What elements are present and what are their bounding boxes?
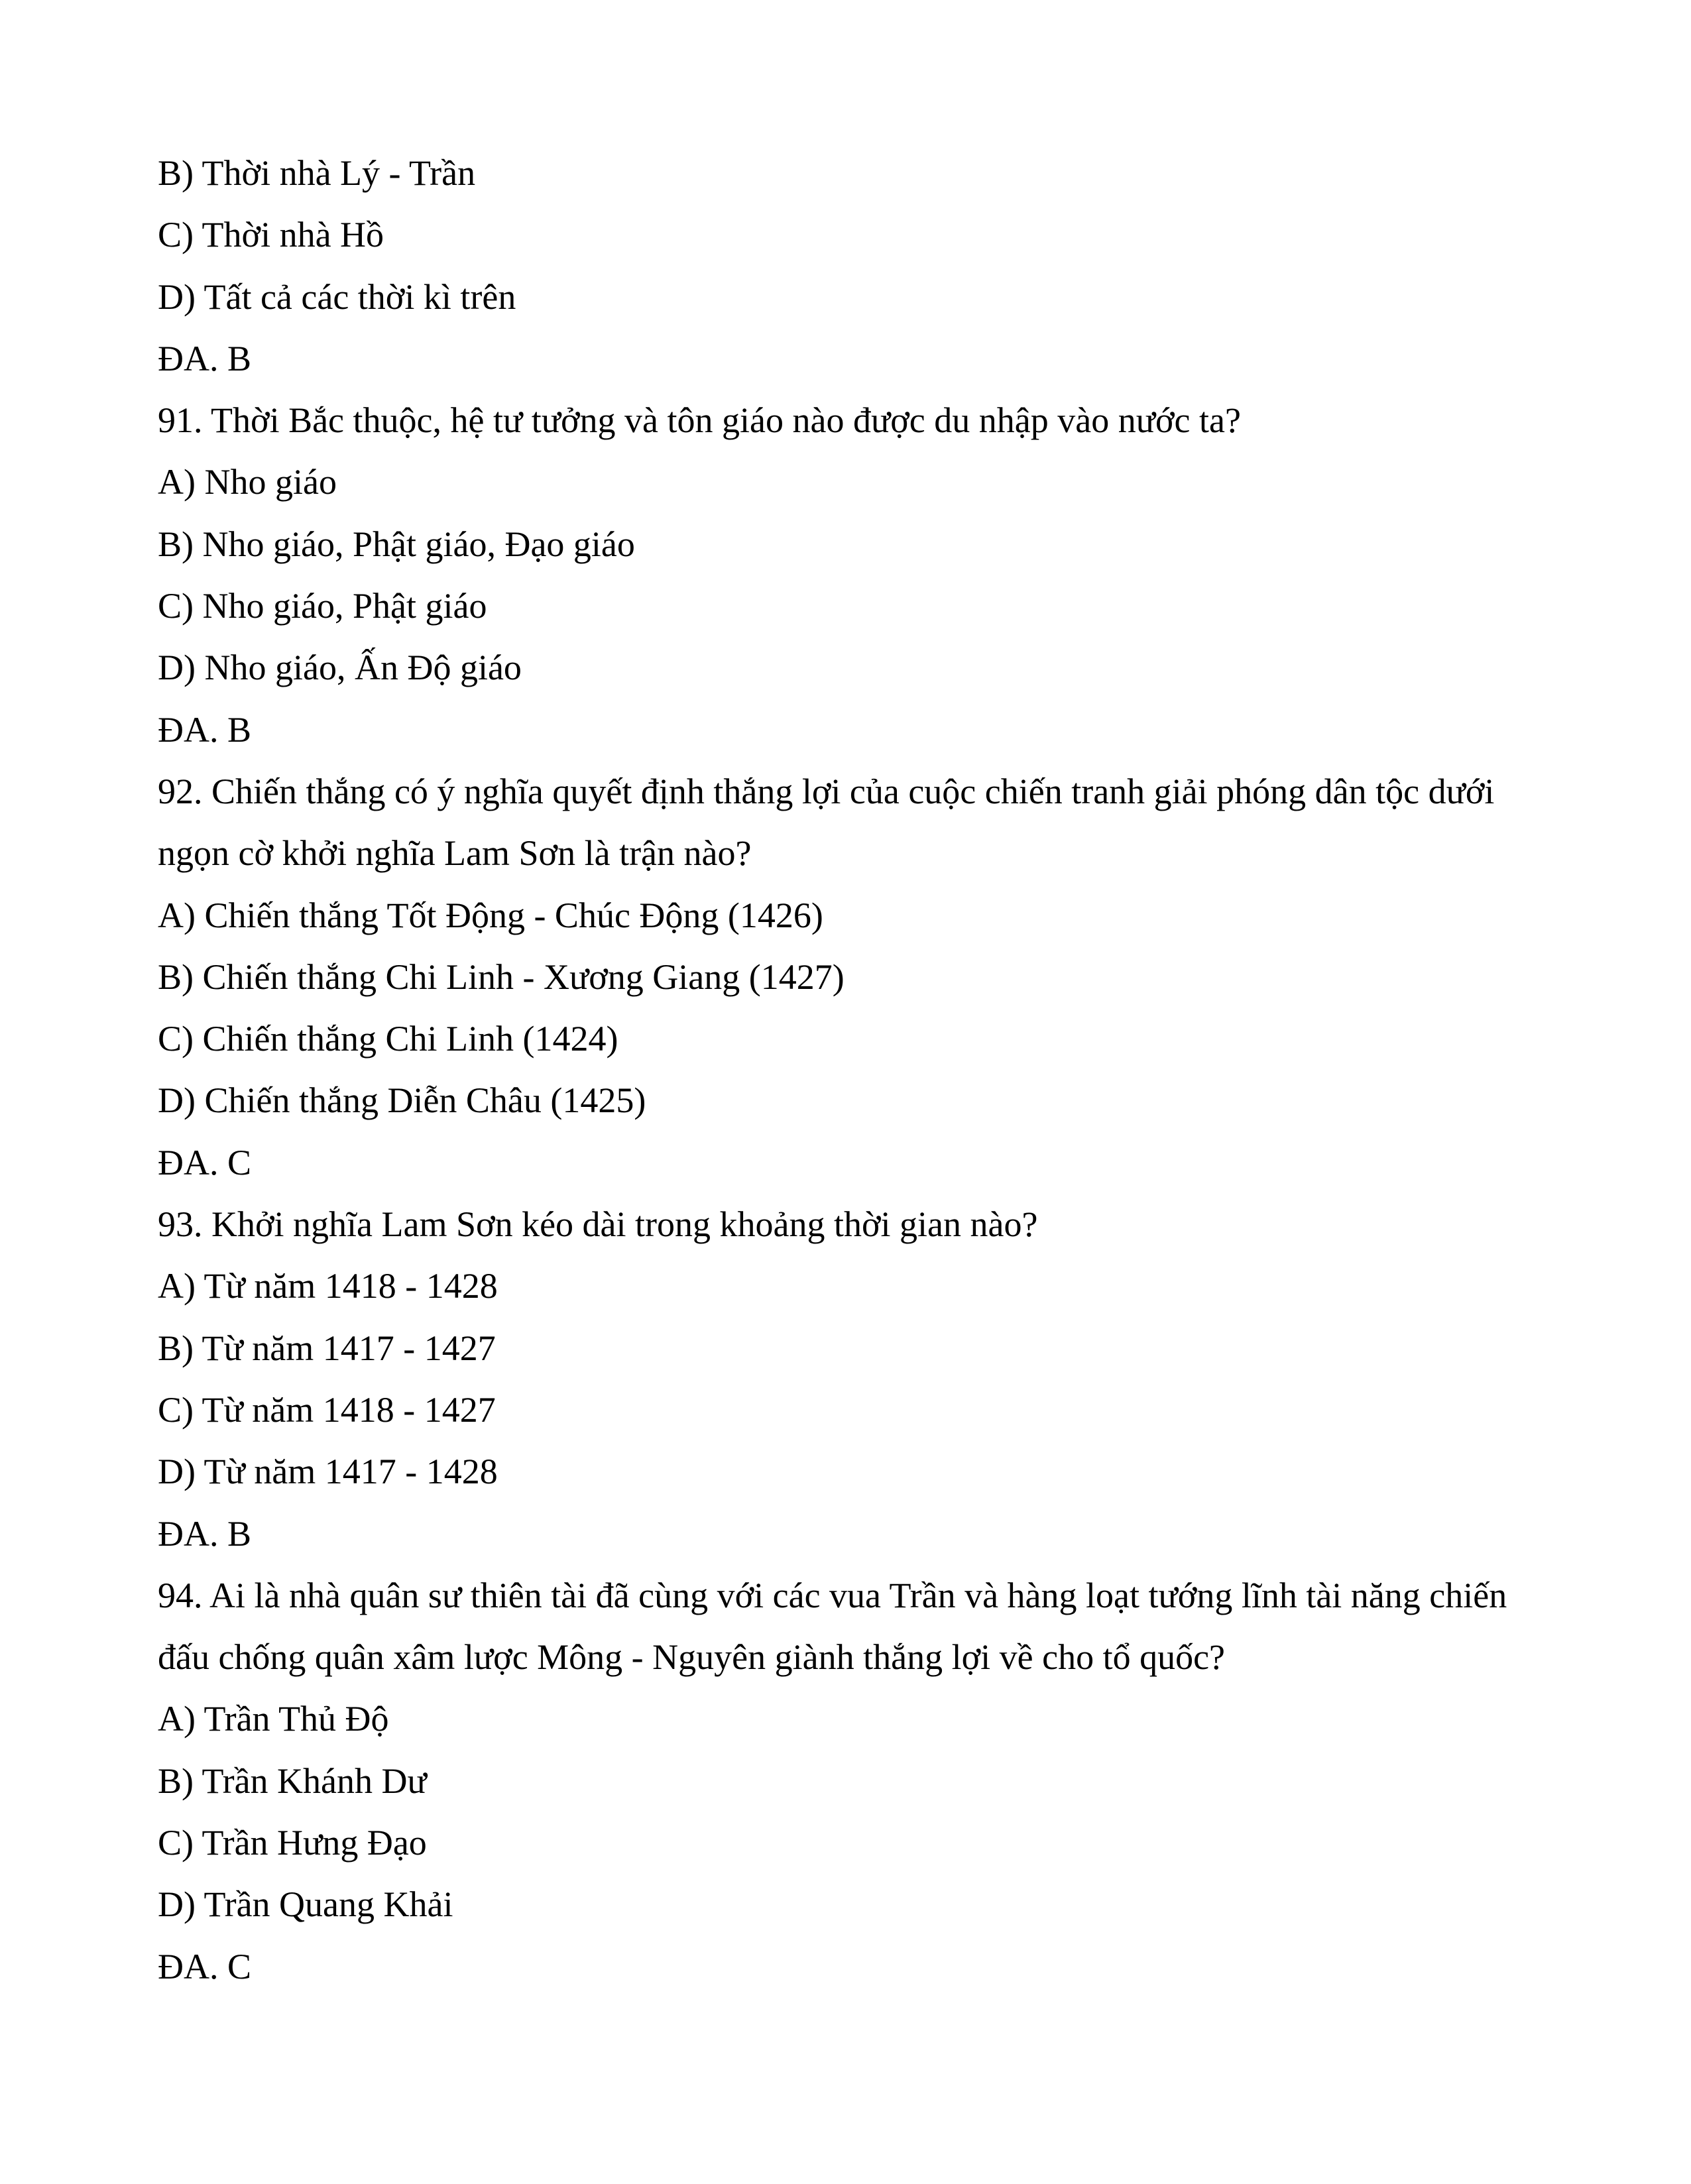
document-text-block xyxy=(158,143,1537,1998)
option-line: D) Nho giáo, Ấn Độ giáo xyxy=(158,648,522,688)
question-line: 92. Chiến thắng có ý nghĩa quyết định thắng lợi của cuộc chiến tranh giải phóng dân tộc dưới xyxy=(158,771,1495,811)
option-line: A) Chiến thắng Tốt Động - Chúc Động (1426) xyxy=(158,895,823,935)
option-line: C) Thời nhà Hồ xyxy=(158,215,384,255)
question-line: 91. Thời Bắc thuộc, hệ tư tưởng và tôn giáo nào được du nhập vào nước ta? xyxy=(158,400,1241,441)
option-line: C) Chiến thắng Chi Linh (1424) xyxy=(158,1019,618,1059)
option-line: C) Trần Hưng Đạo xyxy=(158,1823,427,1863)
option-line: D) Trần Quang Khải xyxy=(158,1884,453,1925)
option-line: B) Trần Khánh Dư xyxy=(158,1760,427,1801)
option-line: B) Chiến thắng Chi Linh - Xương Giang (1427) xyxy=(158,956,845,997)
option-line: D) Từ năm 1417 - 1428 xyxy=(158,1452,498,1492)
answer-key-line: ĐA. C xyxy=(158,1142,252,1182)
option-line: B) Từ năm 1417 - 1427 xyxy=(158,1328,496,1368)
question-line: 93. Khởi nghĩa Lam Sơn kéo dài trong khoảng thời gian nào? xyxy=(158,1204,1038,1245)
option-line: B) Thời nhà Lý - Trần xyxy=(158,153,476,193)
option-line: B) Nho giáo, Phật giáo, Đạo giáo xyxy=(158,524,635,564)
option-line: D) Chiến thắng Diễn Châu (1425) xyxy=(158,1080,646,1121)
answer-key-line: ĐA. B xyxy=(158,1513,252,1554)
question-continuation-line: đấu chống quân xâm lược Mông - Nguyên giành thắng lợi về cho tổ quốc? xyxy=(158,1637,1226,1678)
answer-key-line: ĐA. B xyxy=(158,709,252,750)
option-line: A) Nho giáo xyxy=(158,462,337,502)
option-line: C) Nho giáo, Phật giáo xyxy=(158,586,487,626)
question-continuation-line: ngọn cờ khởi nghĩa Lam Sơn là trận nào? xyxy=(158,833,752,874)
answer-key-line: ĐA. B xyxy=(158,338,252,378)
option-line: A) Trần Thủ Độ xyxy=(158,1699,389,1739)
question-line: 94. Ai là nhà quân sư thiên tài đã cùng với các vua Trần và hàng loạt tướng lĩnh tài năng chiến xyxy=(158,1575,1507,1615)
option-line: C) Từ năm 1418 - 1427 xyxy=(158,1389,496,1430)
option-line: A) Từ năm 1418 - 1428 xyxy=(158,1266,498,1306)
option-line: D) Tất cả các thời kì trên xyxy=(158,276,516,317)
answer-key-line: ĐA. C xyxy=(158,1946,252,1986)
